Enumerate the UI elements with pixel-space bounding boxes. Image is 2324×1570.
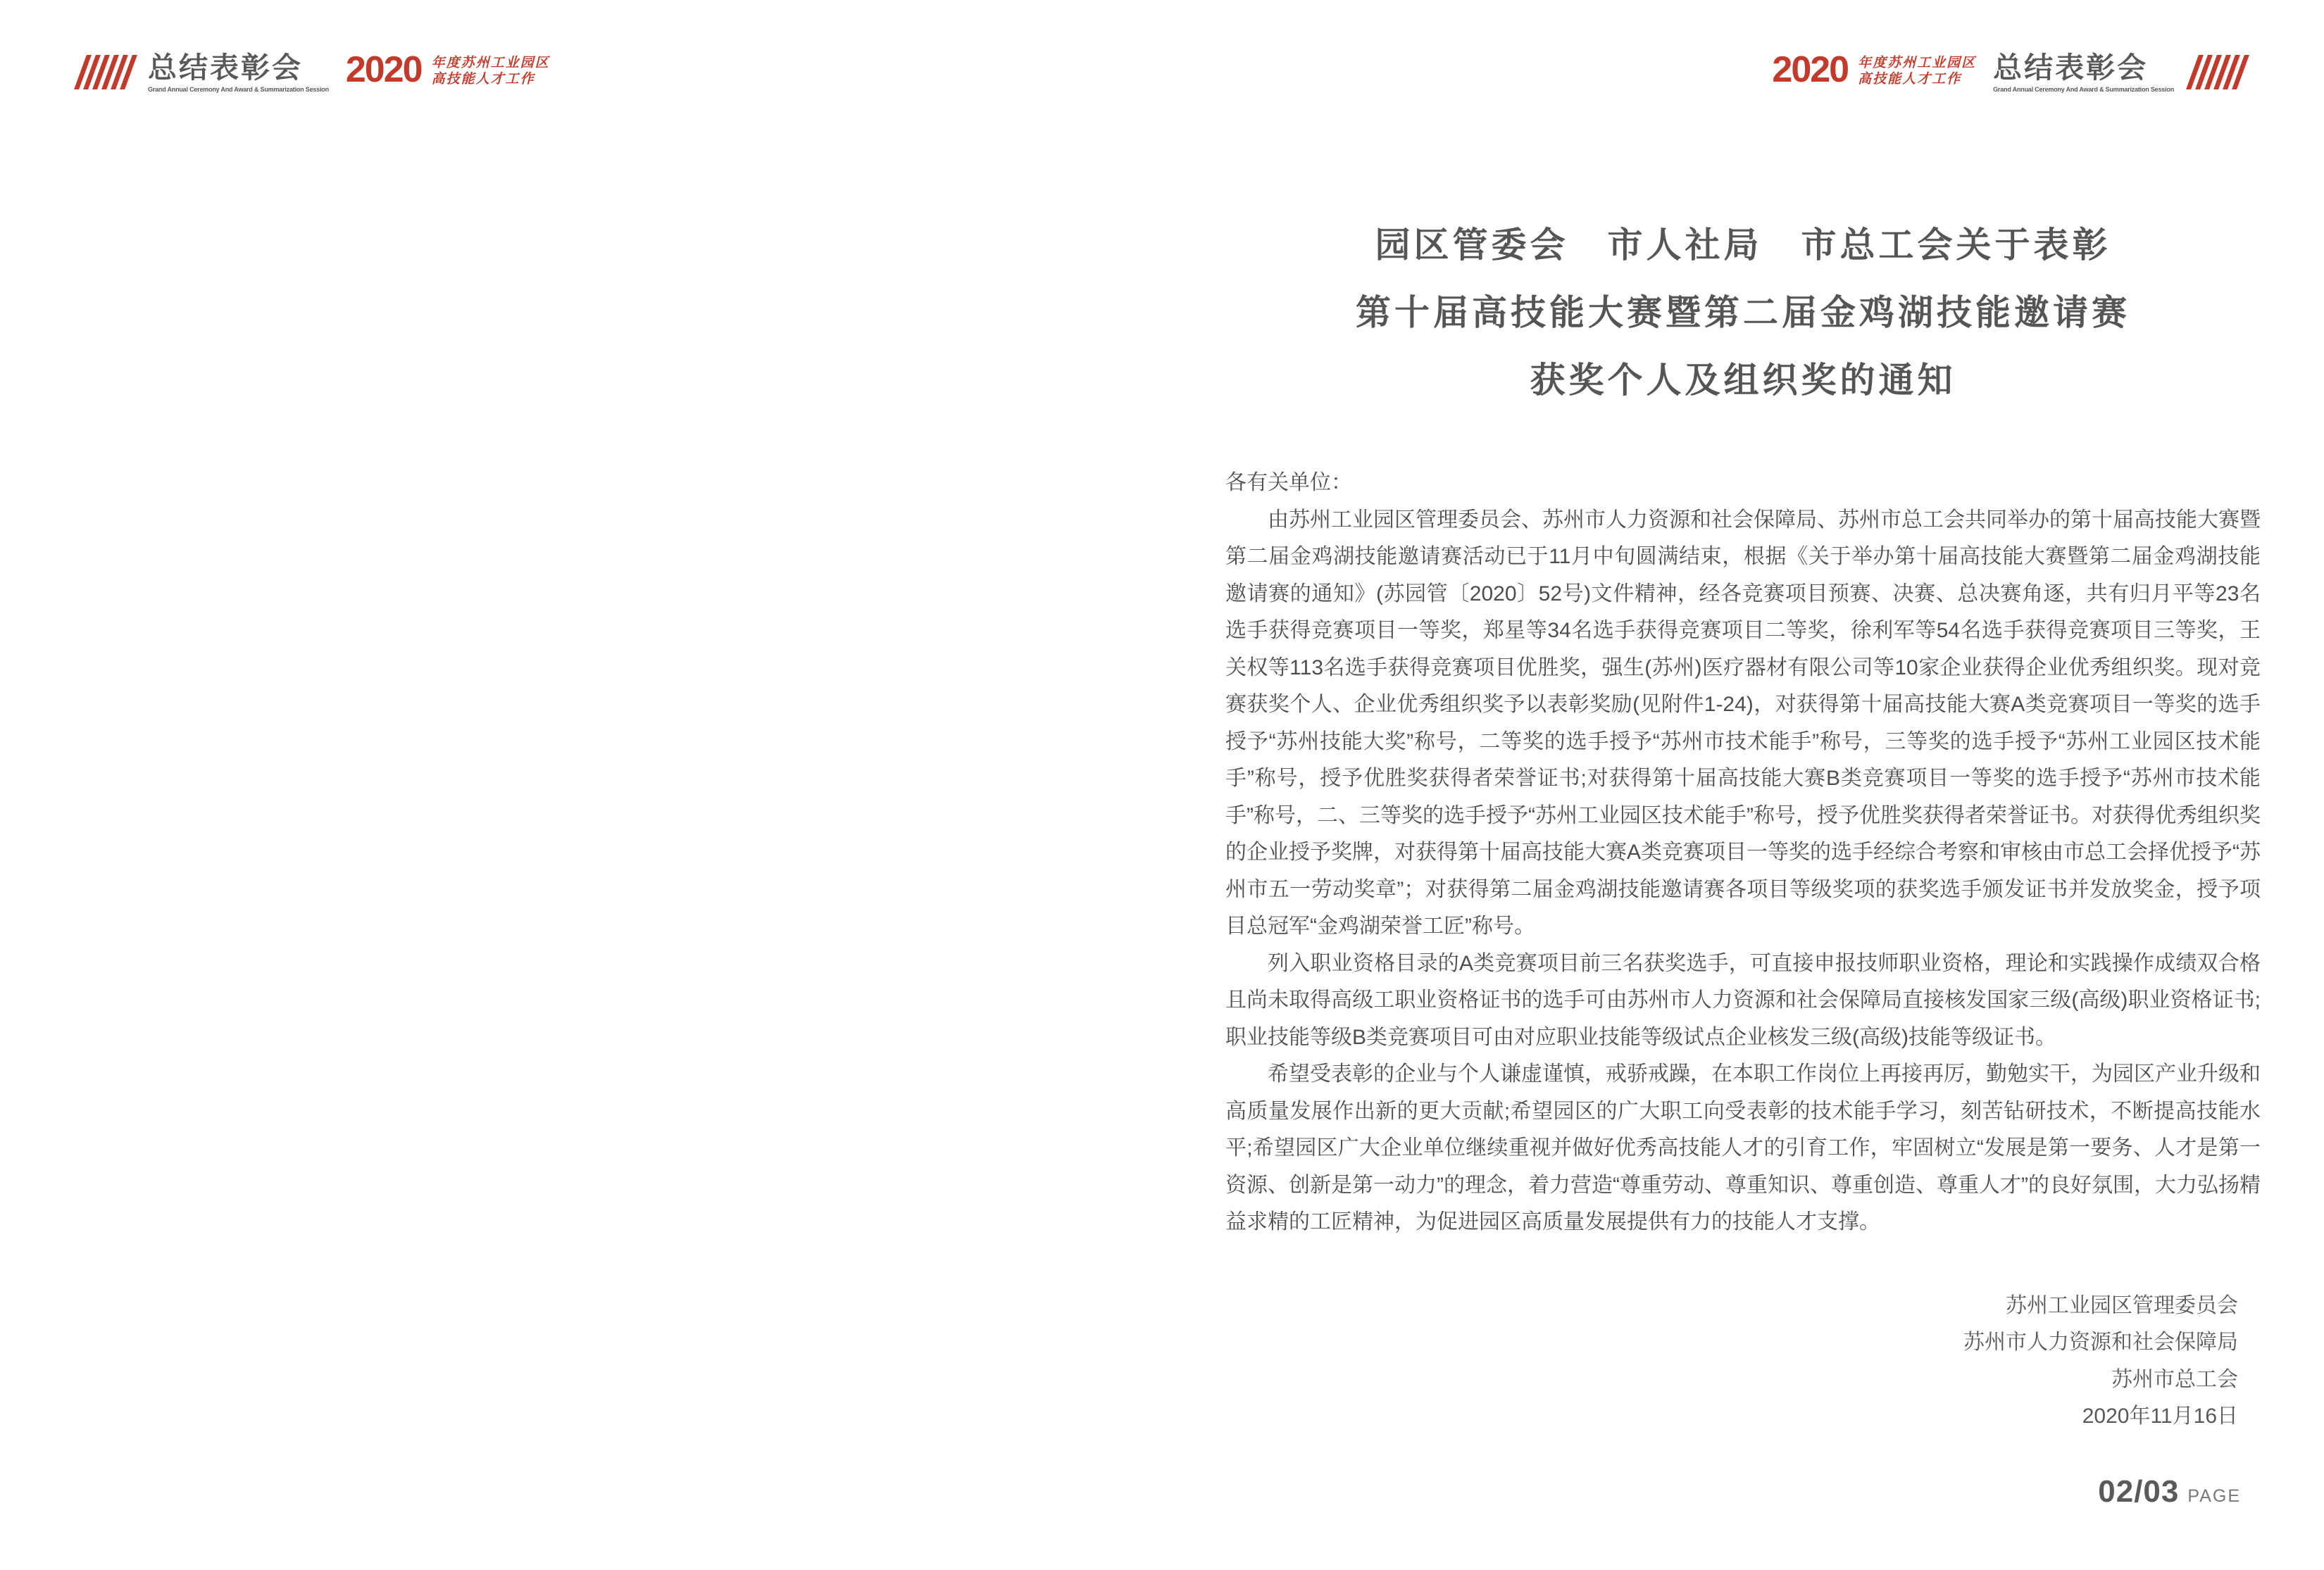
brand-logo-block [148,51,329,93]
brand-name-english: Grand Annual Ceremony And Award & Summarization Session [148,86,329,93]
brand-tagline-line1: 年度苏州工业园区 [431,56,550,70]
document-title [1225,211,2261,414]
brand-header-left [80,49,550,93]
signature-block [1225,1288,2261,1436]
page-number: 02/03 [2098,1474,2180,1509]
signature-org-1: 苏州工业园区管理委员会 [2006,1293,2238,1317]
title-line-1: 园区管委会 市人社局 市总工会关于表彰 [1375,225,2111,265]
diagonal-stripes-icon [74,55,137,89]
body-paragraph-2: 列入职业资格目录的A类竞赛项目前三名获奖选手，可直接申报技师职业资格，理论和实践操作成绩双合格且尚未取得高级工职业资格证书的选手可由苏州市人力资源和社会保障局直接核发国家三级(高级)职业资格证书;职业技能等级B类竞赛项目可由对应职业技能等级试点企业核发三级(高级)技能等级证书。 [1225,951,2261,1049]
brand-tagline-line2: 高技能人才工作 [431,72,535,87]
brand-tagline-line1: 年度苏州工业园区 [1858,56,1977,70]
title-line-2: 第十届高技能大赛暨第二届金鸡湖技能邀请赛 [1356,293,2130,332]
brand-name: 总结表彰会 [148,51,303,84]
signature-org-3: 苏州市总工会 [2111,1367,2238,1391]
body-paragraph-1: 由苏州工业园区管理委员会、苏州市人力资源和社会保障局、苏州市总工会共同举办的第十届高技能大赛暨第二届金鸡湖技能邀请赛活动已于11月中旬圆满结束，根据《关于举办第十届高技能大赛暨第二届金鸡湖技能邀请赛的通知》(苏园管〔2020〕52号)文件精神，经各竞赛项目预赛、决赛、总决赛角逐，共有归月平等23名选手获得竞赛项目一等奖，郑星等34名选手获得竞赛项目二等奖，徐利军等54名选手获得竞赛项目三等奖，王关权等113名选手获得竞赛项目优胜奖，强生(苏州)医疗器材有限公司等10家企业获得企业优秀组织奖。现对竞赛获奖个人、企业优秀组织奖予以表彰奖励(见附件1-24)，对获得第十届高技能大赛A类竞赛项目一等奖的选手授予“苏州技能大奖”称号，二等奖的选手授予“苏州市技术能手”称号，三等奖的选手授予“苏州工业园区技术能手”称号，授予优胜奖获得者荣誉证书;对获得第十届高技能大赛B类竞赛项目一等奖的选手授予“苏州市技术能手”称号，二、三等奖的选手授予“苏州工业园区技术能手”称号，授予优胜奖获得者荣誉证书。对获得优秀组织奖的企业授予奖牌，对获得第十届高技能大赛A类竞赛项目一等奖的选手经综合考察和审核由市总工会择优授予“苏州市五一劳动奖章”；对获得第二届金鸡湖技能邀请赛各项目等级奖项的获奖选手颁发证书并发放奖金，授予项目总冠军“金鸡湖荣誉工匠”称号。 [1225,508,2261,938]
salutation: 各有关单位： [1225,471,1352,494]
signature-date: 2020年11月16日 [2082,1405,2238,1428]
brand-name: 总结表彰会 [1993,51,2149,84]
page-label: PAGE [2187,1486,2241,1506]
brand-year: 2020 [1772,49,1849,90]
title-line-3: 获奖个人及组织奖的通知 [1530,360,1956,400]
brand-taglines [432,55,550,87]
brand-year: 2020 [345,49,422,90]
page-footer [2098,1474,2241,1509]
brand-name-english: Grand Annual Ceremony And Award & Summarization Session [1993,86,2174,93]
signature-org-2: 苏州市人力资源和社会保障局 [1963,1331,2238,1354]
body-paragraph-3: 希望受表彰的企业与个人谦虚谨慎，戒骄戒躁，在本职工作岗位上再接再厉，勤勉实干，为园区产业升级和高质量发展作出新的更大贡献;希望园区的广大职工向受表彰的技术能手学习，刻苦钻研技术，不断提高技能水平;希望园区广大企业单位继续重视并做好优秀高技能人才的引育工作，牢固树立“发展是第一要务、人才是第一资源、创新是第一动力”的理念，着力营造“尊重劳动、尊重知识、尊重创造、尊重人才”的良好氛围，大力弘扬精益求精的工匠精神，为促进园区高质量发展提供有力的技能人才支撑。 [1225,1062,2261,1233]
notice-document [1225,0,2261,1436]
brand-tagline-line2: 高技能人才工作 [1858,72,1962,87]
document-body [1225,465,2261,1241]
